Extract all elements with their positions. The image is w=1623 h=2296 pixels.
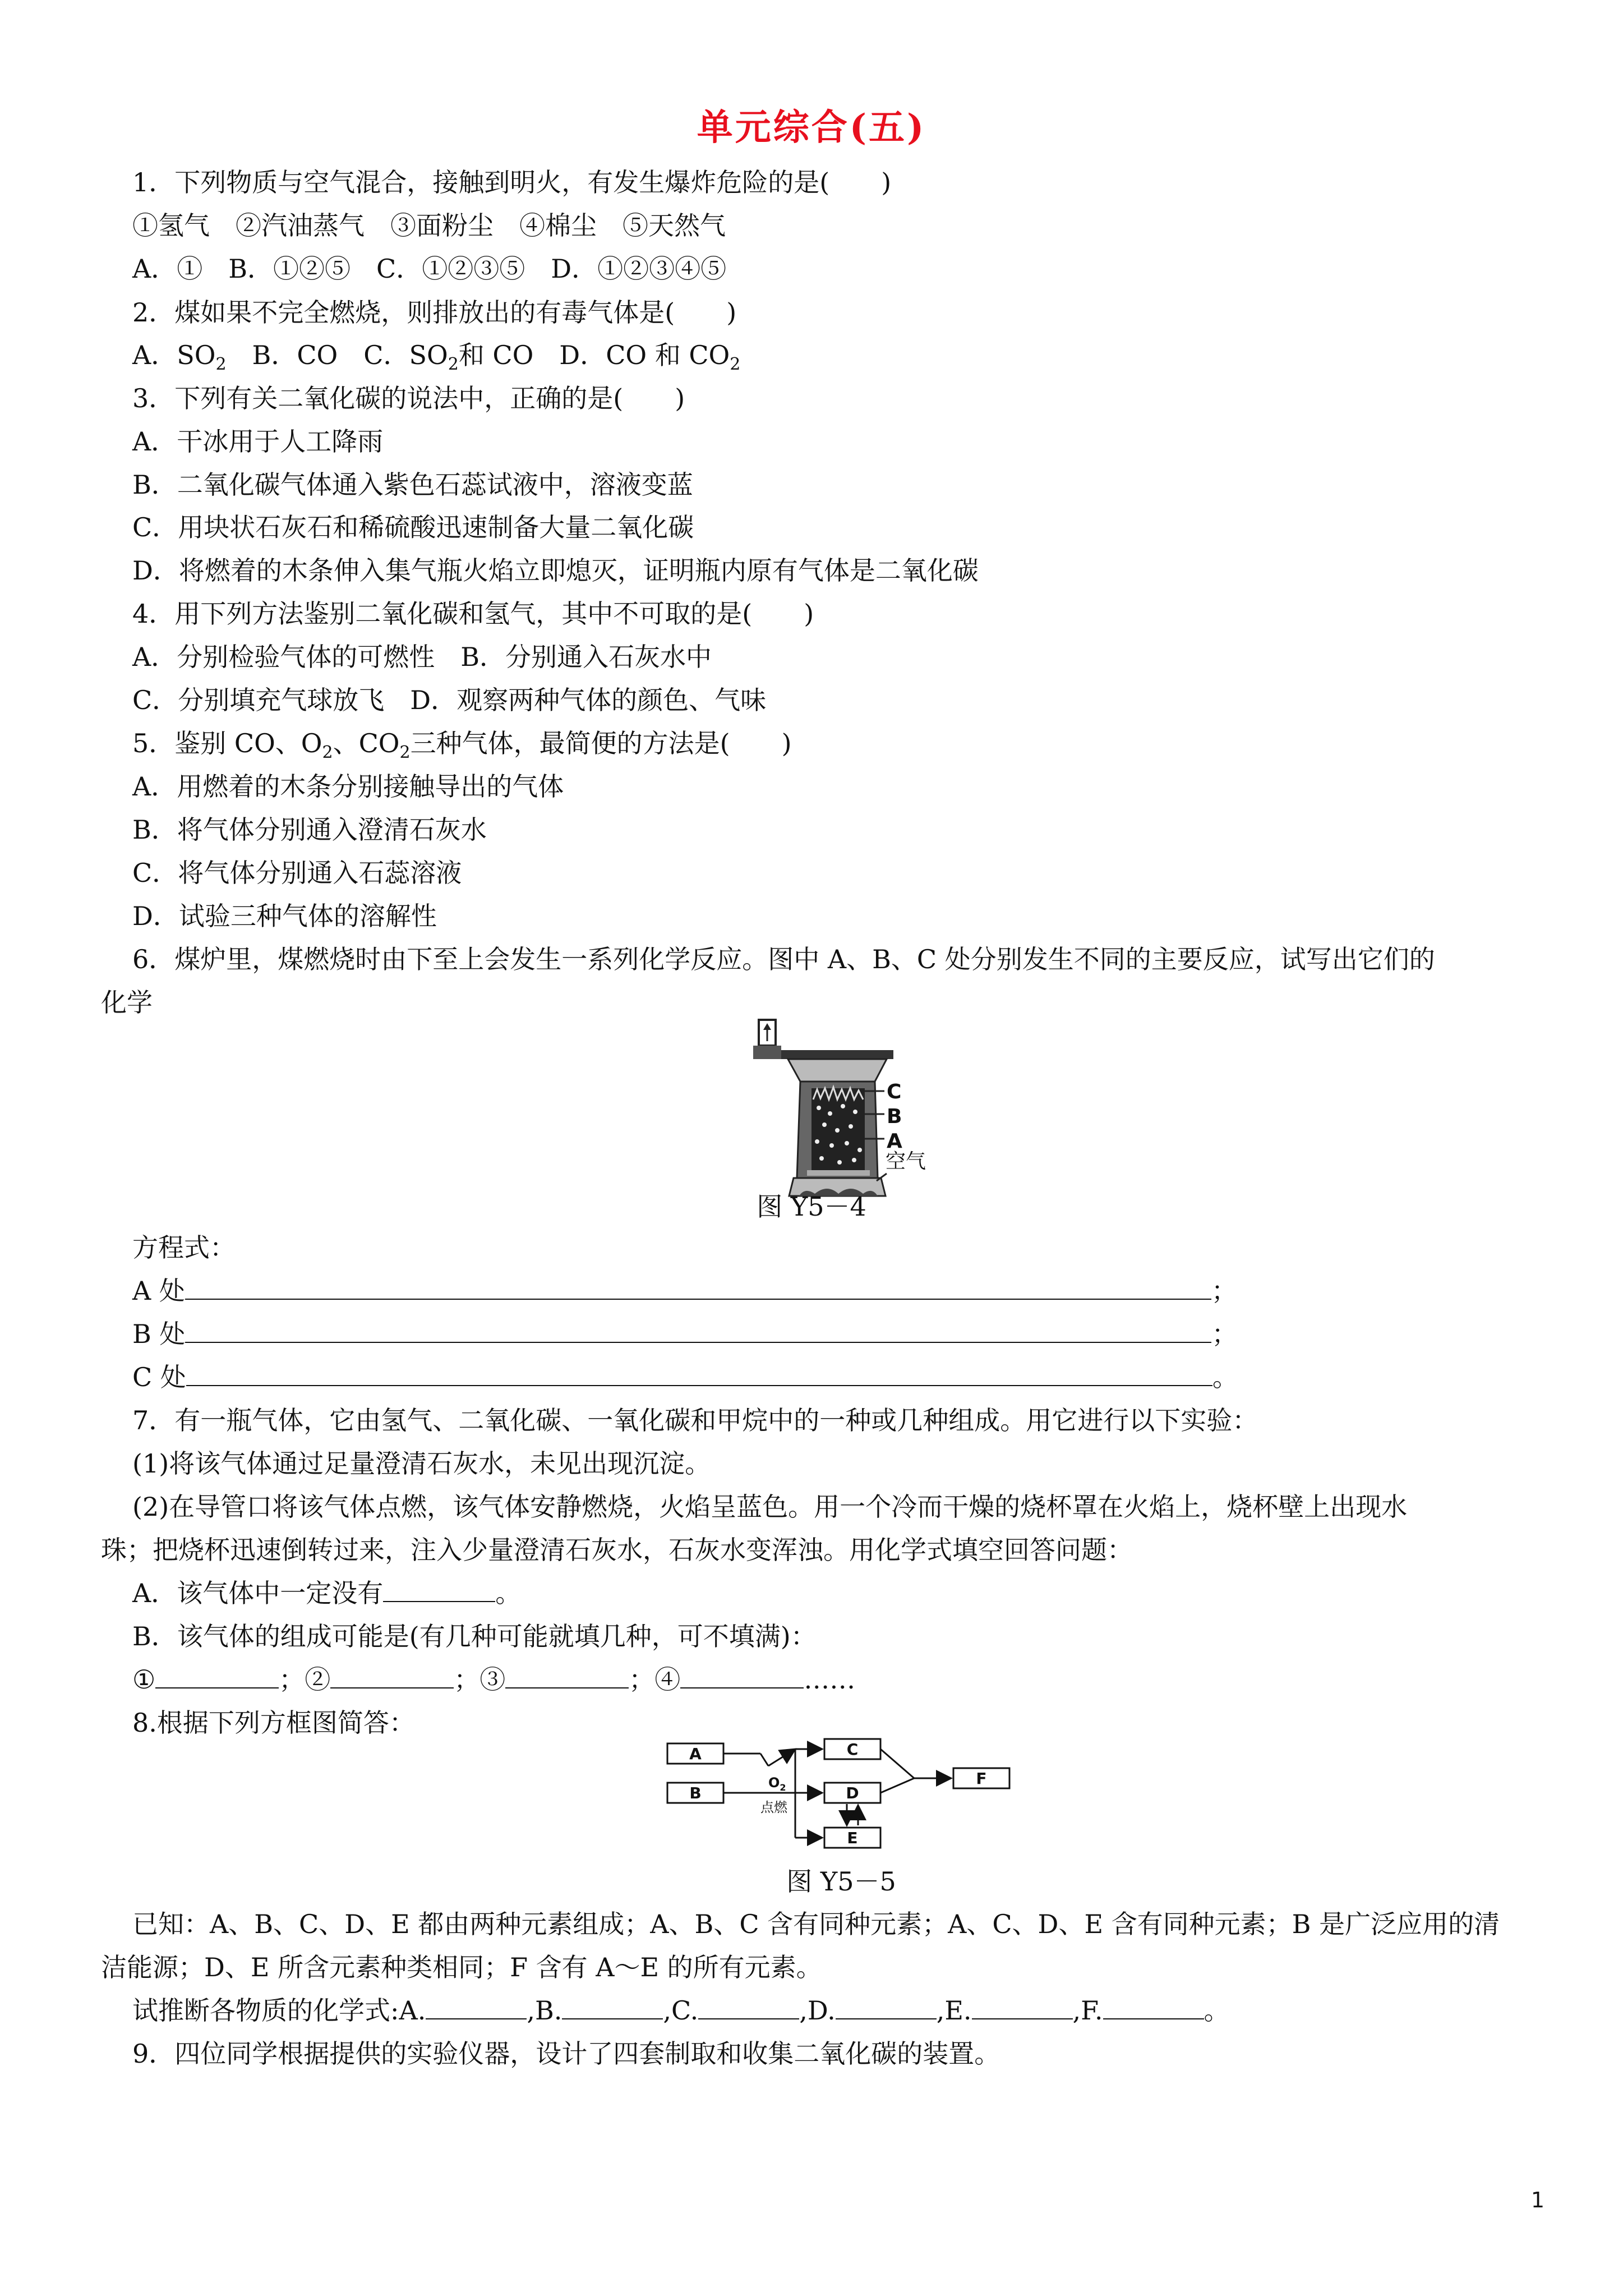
label-a: A [887,1130,902,1153]
q1-options: A．① B．①②⑤ C．①②③⑤ D．①②③④⑤ [132,254,727,284]
q5-option-d: D．试验三种气体的溶解性 [132,901,437,931]
answer-blank-8a[interactable] [426,1994,527,2019]
q6-answer-line-b: B 处 ； [132,1317,1237,1351]
q8-known-line1: 已知：A、B、C、D、E 都由两种元素组成；A、B、C 含有同种元素；A、C、D、E 含有同种元素；B 是广泛应用的清 [132,1909,1500,1939]
q2-stem: 2．煤如果不完全燃烧，则排放出的有毒气体是( ) [132,297,737,328]
o2-label: $O_2$ [768,1775,786,1793]
q2-options: A．$SO_2$ B．CO C．$SO_2$和 CO D．CO 和 $CO_2$ [132,340,741,375]
q7-question-b: B．该气体的组成可能是(有几种可能就填几种，可不填满)： [132,1621,817,1651]
q7-stem: 7．有一瓶气体，它由氢气、二氧化碳、一氧化碳和甲烷中的一种或几种组成。用它进行以下实验： [132,1405,1258,1435]
answer-blank-7b4[interactable] [680,1663,804,1688]
q7-composition-blanks: ① ；② ；③ ；④ …… [132,1663,855,1696]
q6-stem-line1: 6．煤炉里，煤燃烧时由下至上会发生一系列化学反应。图中 A、B、C 处分别发生不同的主要反应，试写出它们的 [132,944,1435,974]
answer-blank-c[interactable] [186,1360,1212,1386]
answer-blank-8f[interactable] [1103,1994,1204,2019]
answer-blank-8c[interactable] [698,1994,799,2019]
q7-step-2-line2: 珠；把烧杯迅速倒转过来，注入少量澄清石灰水，石灰水变浑浊。用化学式填空回答问题： [101,1535,1133,1565]
answer-blank-7b1[interactable] [155,1663,279,1688]
figure-caption-y5-4: 图 Y5－4 [757,1191,866,1222]
q8-stem: 8.根据下列方框图简答： [132,1708,415,1738]
answer-blank-7b3[interactable] [505,1663,629,1688]
q8-known-line2: 洁能源；D、E 所含元素种类相同；F 含有 A～E 的所有元素。 [101,1952,822,1982]
answer-blank-8b[interactable] [562,1994,663,2019]
svg-text:F: F [976,1769,987,1788]
svg-text:A: A [689,1745,702,1763]
q3-option-a: A．干冰用于人工降雨 [132,426,384,457]
q4-options-cd: C．分别填充气球放飞 D．观察两种气体的颜色、气味 [132,685,767,715]
q1-stem: 1．下列物质与空气混合，接触到明火，有发生爆炸危险的是( ) [132,167,892,197]
figure-caption-y5-5: 图 Y5－5 [786,1866,896,1897]
q9-stem: 9．四位同学根据提供的实验仪器，设计了四套制取和收集二氧化碳的装置。 [132,2039,1000,2069]
label-air: 空气 [886,1150,926,1173]
q4-options-ab: A．分别检验气体的可燃性 B．分别通入石灰水中 [132,642,712,672]
svg-text:C: C [846,1740,859,1759]
q5-option-a: A．用燃着的木条分别接触导出的气体 [132,771,564,802]
svg-text:D: D [846,1784,859,1802]
q5-option-c: C．将气体分别通入石蕊溶液 [132,858,462,888]
q6-stem-line2: 化学 [101,987,153,1018]
answer-blank-8e[interactable] [972,1994,1073,2019]
q1-items: ①氢气 ②汽油蒸气 ③面粉尘 ④棉尘 ⑤天然气 [132,210,726,241]
stove-figure [749,1015,934,1206]
label-b: B [887,1105,902,1128]
q3-option-d: D．将燃着的木条伸入集气瓶火焰立即熄灭，证明瓶内原有气体是二氧化碳 [132,555,979,586]
answer-blank-a[interactable] [185,1274,1211,1300]
q7-step-1: (1)将该气体通过足量澄清石灰水，未见出现沉淀。 [132,1448,711,1479]
q6-answer-line-a: A 处 ； [132,1274,1237,1308]
svg-text:E: E [847,1829,858,1847]
answer-blank-7b2[interactable] [330,1663,454,1688]
page-title: 单元综合(五) [697,107,926,149]
q5-stem: 5．鉴别 CO、$O_2$、$CO_2$三种气体，最简便的方法是( ) [132,728,792,763]
q8-infer-line: 试推断各物质的化学式:A. ,B. ,C. ,D. ,E. ,F. 。 [132,1994,1230,2027]
ignite-label: 点燃 [760,1800,787,1815]
q5-option-b: B．将气体分别通入澄清石灰水 [132,815,487,845]
q4-stem: 4．用下列方法鉴别二氧化碳和氢气，其中不可取的是( ) [132,599,814,629]
q7-question-a: A．该气体中一定没有 。 [132,1576,521,1610]
answer-blank-b[interactable] [185,1317,1211,1343]
q3-option-b: B．二氧化碳气体通入紫色石蕊试液中，溶液变蓝 [132,470,693,500]
q3-stem: 3．下列有关二氧化碳的说法中，正确的是( ) [132,383,685,413]
flowchart-figure [662,1733,1021,1874]
svg-text:B: B [689,1784,702,1802]
q7-step-2-line1: (2)在导管口将该气体点燃，该气体安静燃烧，火焰呈蓝色。用一个冷而干燥的烧杯罩在火焰上，烧杯壁上出现水 [132,1492,1408,1522]
q6-answer-line-c: C 处 。 [132,1360,1238,1394]
q3-option-c: C．用块状石灰石和稀硫酸迅速制备大量二氧化碳 [132,512,694,542]
page-number: 1 [1530,2188,1544,2212]
q6-equation-label: 方程式： [132,1232,236,1263]
label-c: C [887,1080,902,1103]
answer-blank-7a[interactable] [383,1576,495,1602]
answer-blank-8d[interactable] [836,1994,937,2019]
